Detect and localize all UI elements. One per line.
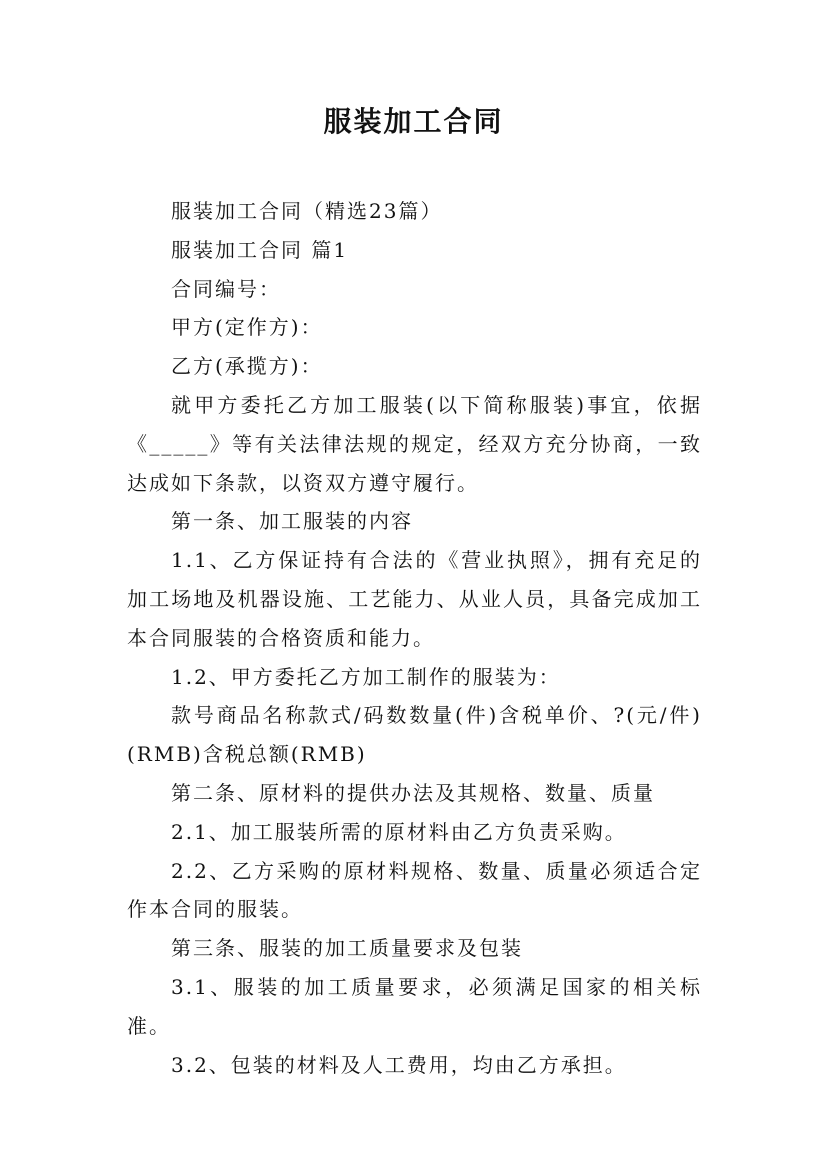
paragraph-contract-number: 合同编号： xyxy=(171,276,281,301)
paragraph-party-b: 乙方(承揽方)： xyxy=(171,354,323,379)
paragraph-clause-1-2: 1.2、甲方委托乙方加工制作的服装为： xyxy=(171,664,561,689)
paragraph-party-a: 甲方(定作方)： xyxy=(171,315,323,340)
paragraph-clause-3-2: 3.2、包装的材料及人工费用，均由乙方承担。 xyxy=(171,1052,627,1077)
paragraph-item-columns: 款号商品名称款式/码数数量(件)含税单价、?(元/件)(RMB)含税总额(RMB) xyxy=(127,703,702,767)
paragraph-article-1-heading: 第一条、加工服装的内容 xyxy=(171,509,413,534)
paragraph-subtitle: 服装加工合同（精选23篇） xyxy=(171,199,443,223)
document-title: 服装加工合同 xyxy=(323,105,504,138)
document-body xyxy=(127,192,702,1084)
paragraph-clause-2-1: 2.1、加工服装所需的原材料由乙方负责采购。 xyxy=(171,819,627,844)
paragraph-article-3-heading: 第三条、服装的加工质量要求及包装 xyxy=(171,936,523,961)
paragraph-article-2-heading: 第二条、原材料的提供办法及其规格、数量、质量 xyxy=(171,780,655,805)
paragraph-section-heading: 服装加工合同 篇1 xyxy=(171,237,349,262)
paragraph-clause-2-2: 2.2、乙方采购的原材料规格、数量、质量必须适合定作本合同的服装。 xyxy=(127,858,702,922)
paragraph-clause-1-1: 1.1、乙方保证持有合法的《营业执照》，拥有充足的加工场地及机器设施、工艺能力、从业人员，具备完成加工本合同服装的合格资质和能力。 xyxy=(127,548,702,650)
paragraph-clause-3-1: 3.1、服装的加工质量要求，必须满足国家的相关标准。 xyxy=(127,974,702,1038)
paragraph-preamble: 就甲方委托乙方加工服装(以下简称服装)事宜，依据《_____》等有关法律法规的规定，经双方充分协商，一致达成如下条款，以资双方遵守履行。 xyxy=(127,392,702,495)
